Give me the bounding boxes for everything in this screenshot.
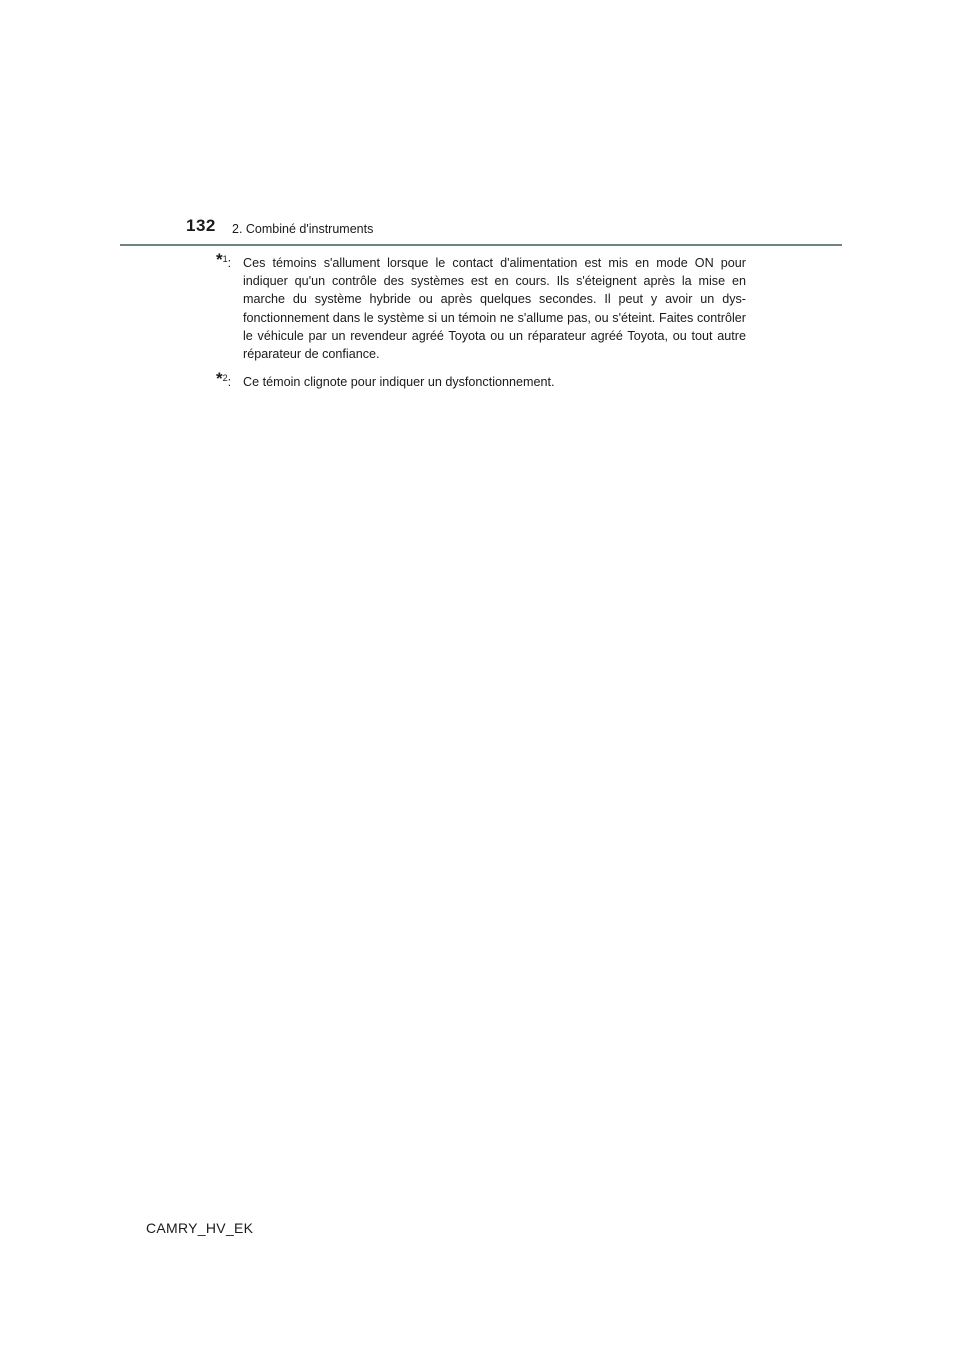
footnote-2 bbox=[216, 369, 746, 391]
footnote-number: 1 bbox=[222, 253, 228, 264]
section-title: 2. Combiné d'instruments bbox=[232, 222, 374, 236]
footnote-marker-2 bbox=[216, 369, 243, 391]
asterisk-mark: * bbox=[216, 250, 223, 269]
footnote-text-2: Ce témoin clignote pour indiquer un dysfonctionnement. bbox=[243, 375, 555, 390]
footnote-number: 2 bbox=[222, 373, 228, 384]
asterisk-mark: * bbox=[216, 369, 223, 389]
footnote-colon: : bbox=[227, 375, 232, 390]
document-code: CAMRY_HV_EK bbox=[146, 1220, 254, 1236]
page-number: 132 bbox=[186, 216, 216, 235]
footnote-text-1: Ces témoins s'allument lorsque le contact d'alimentation est mis en mode ON pour indiquer qu'un contrôle des systèmes est en cours. Ils s'éteignent après la mise en marche du système hybride ou après quelques secondes. Il peut y avoir un dys-fonctionnement dans le système si un témoin ne s'allume pas, ou s'éteint. Faites contrôler le véhicule par un revendeur agréé Toyota ou un réparateur agréé Toyota, ou tout autre réparateur de confiance. bbox=[243, 256, 746, 362]
header-rule bbox=[120, 244, 842, 246]
footnote-marker-1 bbox=[216, 250, 243, 272]
footnote-1 bbox=[216, 250, 746, 363]
footnotes bbox=[216, 250, 746, 401]
footnote-colon: : bbox=[227, 256, 232, 270]
